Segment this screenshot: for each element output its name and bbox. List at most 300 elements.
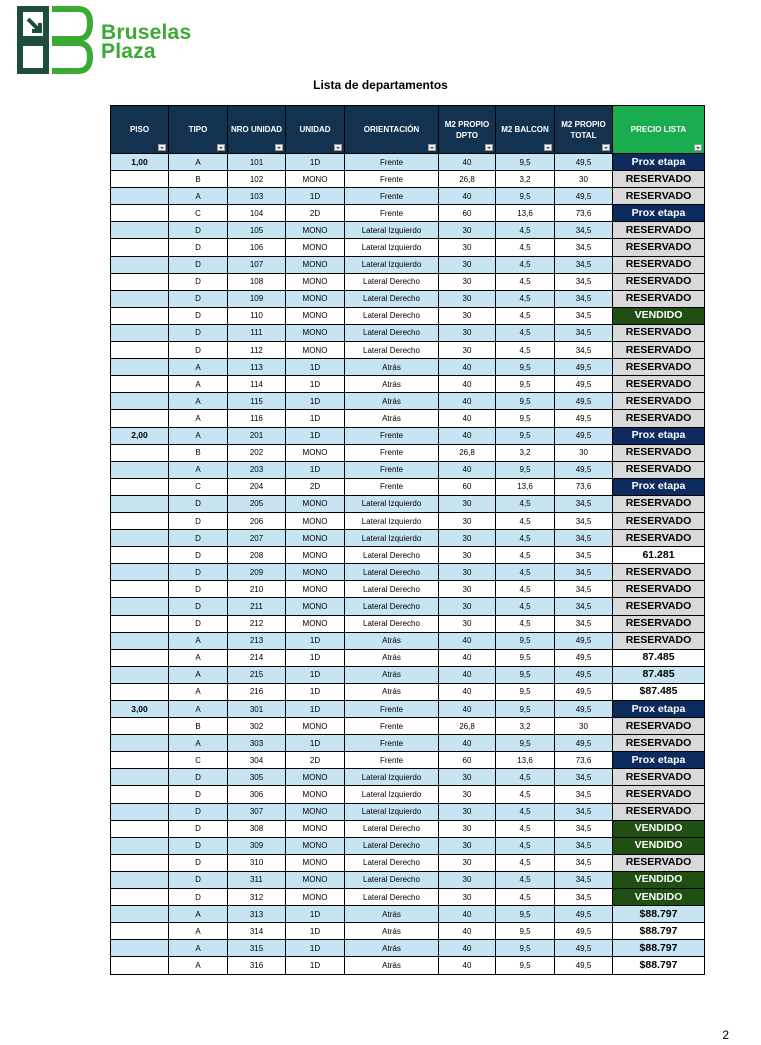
cell-unidad: MONO: [286, 803, 345, 820]
cell-nro-unidad: 305: [228, 769, 286, 786]
cell-tipo: D: [169, 290, 228, 307]
cell-m2-balcon: 4,5: [496, 273, 555, 290]
cell-orientacion: Lateral Derecho: [345, 837, 439, 854]
cell-piso: [111, 649, 169, 666]
cell-m2-balcon: 9,5: [496, 393, 555, 410]
cell-m2-dpto: 30: [439, 581, 496, 598]
table-row: [111, 769, 705, 786]
cell-m2-total: 49,5: [555, 735, 613, 752]
table-row: [111, 290, 705, 307]
cell-nro-unidad: 316: [228, 957, 286, 974]
cell-nro-unidad: 108: [228, 273, 286, 290]
cell-orientacion: Atrás: [345, 940, 439, 957]
cell-nro-unidad: 213: [228, 632, 286, 649]
table-row: [111, 530, 705, 547]
cell-piso: [111, 512, 169, 529]
cell-piso: [111, 359, 169, 376]
cell-orientacion: Lateral Derecho: [345, 273, 439, 290]
cell-m2-total: 34,5: [555, 581, 613, 598]
header-m2-propio-dpto: M2 PROPIO DPTO: [439, 106, 496, 154]
cell-orientacion: Atrás: [345, 359, 439, 376]
cell-tipo: A: [169, 427, 228, 444]
cell-piso: [111, 495, 169, 512]
cell-precio-lista: RESERVADO: [613, 359, 705, 376]
table-row: [111, 222, 705, 239]
cell-unidad: 1D: [286, 923, 345, 940]
table-row: [111, 359, 705, 376]
cell-precio-lista: RESERVADO: [613, 444, 705, 461]
cell-m2-balcon: 9,5: [496, 649, 555, 666]
filter-dropdown-icon[interactable]: [485, 144, 493, 151]
cell-tipo: D: [169, 547, 228, 564]
header-nro-unidad: NRO UNIDAD: [228, 106, 286, 154]
cell-orientacion: Lateral Derecho: [345, 324, 439, 341]
cell-m2-balcon: 4,5: [496, 786, 555, 803]
cell-piso: [111, 666, 169, 683]
cell-piso: [111, 376, 169, 393]
cell-m2-dpto: 60: [439, 205, 496, 222]
table-row: [111, 632, 705, 649]
table-row: [111, 393, 705, 410]
cell-m2-balcon: 9,5: [496, 376, 555, 393]
cell-tipo: B: [169, 718, 228, 735]
table-row: [111, 410, 705, 427]
cell-nro-unidad: 106: [228, 239, 286, 256]
cell-m2-balcon: 9,5: [496, 906, 555, 923]
cell-nro-unidad: 310: [228, 854, 286, 871]
cell-orientacion: Lateral Derecho: [345, 307, 439, 324]
cell-m2-dpto: 30: [439, 769, 496, 786]
cell-unidad: 1D: [286, 940, 345, 957]
cell-nro-unidad: 209: [228, 564, 286, 581]
cell-piso: [111, 188, 169, 205]
cell-orientacion: Lateral Derecho: [345, 547, 439, 564]
cell-tipo: C: [169, 205, 228, 222]
cell-m2-dpto: 40: [439, 957, 496, 974]
cell-unidad: MONO: [286, 512, 345, 529]
cell-nro-unidad: 306: [228, 786, 286, 803]
cell-nro-unidad: 205: [228, 495, 286, 512]
cell-tipo: D: [169, 239, 228, 256]
cell-precio-lista: $88.797: [613, 957, 705, 974]
cell-orientacion: Atrás: [345, 666, 439, 683]
cell-orientacion: Lateral Derecho: [345, 889, 439, 906]
cell-tipo: A: [169, 393, 228, 410]
header-precio-lista: PRECIO LISTA: [613, 106, 705, 154]
cell-tipo: B: [169, 444, 228, 461]
cell-precio-lista: VENDIDO: [613, 837, 705, 854]
cell-tipo: D: [169, 273, 228, 290]
cell-m2-total: 34,5: [555, 273, 613, 290]
cell-m2-balcon: 9,5: [496, 154, 555, 171]
bruselas-plaza-logo: [16, 5, 216, 75]
cell-m2-balcon: 9,5: [496, 632, 555, 649]
cell-tipo: A: [169, 188, 228, 205]
cell-nro-unidad: 216: [228, 683, 286, 700]
cell-m2-balcon: 4,5: [496, 222, 555, 239]
cell-precio-lista: RESERVADO: [613, 324, 705, 341]
cell-piso: [111, 547, 169, 564]
cell-nro-unidad: 105: [228, 222, 286, 239]
cell-m2-total: 34,5: [555, 820, 613, 837]
cell-nro-unidad: 207: [228, 530, 286, 547]
cell-m2-balcon: 4,5: [496, 581, 555, 598]
cell-nro-unidad: 211: [228, 598, 286, 615]
cell-precio-lista: $88.797: [613, 940, 705, 957]
cell-m2-total: 49,5: [555, 376, 613, 393]
cell-m2-dpto: 30: [439, 854, 496, 871]
cell-orientacion: Lateral Derecho: [345, 342, 439, 359]
cell-tipo: D: [169, 581, 228, 598]
cell-nro-unidad: 309: [228, 837, 286, 854]
cell-m2-dpto: 30: [439, 837, 496, 854]
cell-m2-balcon: 9,5: [496, 923, 555, 940]
table-row: [111, 649, 705, 666]
table-row: [111, 854, 705, 871]
filter-dropdown-icon[interactable]: [544, 144, 552, 151]
cell-tipo: D: [169, 256, 228, 273]
cell-orientacion: Frente: [345, 444, 439, 461]
table-row: [111, 512, 705, 529]
table-row: [111, 154, 705, 171]
cell-m2-dpto: 26,8: [439, 718, 496, 735]
cell-m2-total: 34,5: [555, 495, 613, 512]
cell-unidad: MONO: [286, 615, 345, 632]
table-row: [111, 837, 705, 854]
table-row: [111, 906, 705, 923]
cell-m2-balcon: 4,5: [496, 889, 555, 906]
cell-orientacion: Frente: [345, 718, 439, 735]
cell-m2-dpto: 30: [439, 530, 496, 547]
cell-piso: [111, 564, 169, 581]
table-row: [111, 940, 705, 957]
cell-precio-lista: RESERVADO: [613, 171, 705, 188]
table-row: [111, 376, 705, 393]
cell-tipo: B: [169, 171, 228, 188]
cell-piso: 3,00: [111, 701, 169, 718]
cell-piso: [111, 290, 169, 307]
cell-m2-dpto: 30: [439, 273, 496, 290]
cell-m2-balcon: 4,5: [496, 495, 555, 512]
cell-m2-dpto: 30: [439, 342, 496, 359]
cell-precio-lista: RESERVADO: [613, 615, 705, 632]
cell-orientacion: Lateral Izquierdo: [345, 530, 439, 547]
cell-orientacion: Frente: [345, 735, 439, 752]
table-row: [111, 171, 705, 188]
cell-precio-lista: RESERVADO: [613, 854, 705, 871]
cell-m2-total: 34,5: [555, 324, 613, 341]
cell-m2-dpto: 40: [439, 940, 496, 957]
cell-m2-dpto: 40: [439, 683, 496, 700]
filter-dropdown-icon[interactable]: [217, 144, 225, 151]
cell-m2-balcon: 9,5: [496, 683, 555, 700]
cell-m2-dpto: 30: [439, 256, 496, 273]
cell-m2-total: 49,5: [555, 923, 613, 940]
cell-m2-dpto: 40: [439, 649, 496, 666]
table-row: [111, 188, 705, 205]
cell-tipo: A: [169, 923, 228, 940]
cell-m2-total: 34,5: [555, 837, 613, 854]
cell-m2-dpto: 40: [439, 735, 496, 752]
cell-m2-dpto: 30: [439, 239, 496, 256]
cell-m2-dpto: 26,8: [439, 444, 496, 461]
brand-name: [101, 23, 191, 61]
cell-piso: [111, 906, 169, 923]
cell-m2-balcon: 13,6: [496, 752, 555, 769]
cell-precio-lista: VENDIDO: [613, 889, 705, 906]
filter-dropdown-icon[interactable]: [602, 144, 610, 151]
cell-tipo: D: [169, 530, 228, 547]
cell-nro-unidad: 206: [228, 512, 286, 529]
document-title: Lista de departamentos: [313, 78, 448, 92]
cell-nro-unidad: 314: [228, 923, 286, 940]
table-row: [111, 718, 705, 735]
cell-tipo: A: [169, 940, 228, 957]
header-unidad: UNIDAD: [286, 106, 345, 154]
cell-precio-lista: RESERVADO: [613, 222, 705, 239]
cell-orientacion: Atrás: [345, 632, 439, 649]
cell-nro-unidad: 110: [228, 307, 286, 324]
cell-tipo: A: [169, 461, 228, 478]
cell-nro-unidad: 210: [228, 581, 286, 598]
cell-orientacion: Lateral Derecho: [345, 854, 439, 871]
cell-nro-unidad: 203: [228, 461, 286, 478]
filter-dropdown-icon[interactable]: [275, 144, 283, 151]
cell-piso: [111, 581, 169, 598]
header-m2-balcon: M2 BALCON: [496, 106, 555, 154]
cell-precio-lista: RESERVADO: [613, 530, 705, 547]
cell-piso: [111, 871, 169, 888]
cell-precio-lista: RESERVADO: [613, 273, 705, 290]
cell-m2-dpto: 30: [439, 222, 496, 239]
filter-dropdown-icon[interactable]: [694, 144, 702, 151]
cell-piso: [111, 239, 169, 256]
cell-nro-unidad: 313: [228, 906, 286, 923]
table-row: [111, 444, 705, 461]
cell-piso: [111, 769, 169, 786]
cell-m2-balcon: 4,5: [496, 564, 555, 581]
cell-precio-lista: VENDIDO: [613, 820, 705, 837]
cell-m2-balcon: 4,5: [496, 615, 555, 632]
cell-unidad: 1D: [286, 701, 345, 718]
header-m2-propio-total: M2 PROPIO TOTAL: [555, 106, 613, 154]
cell-tipo: A: [169, 632, 228, 649]
cell-unidad: MONO: [286, 889, 345, 906]
cell-unidad: MONO: [286, 307, 345, 324]
cell-tipo: D: [169, 615, 228, 632]
cell-m2-dpto: 40: [439, 393, 496, 410]
cell-unidad: 1D: [286, 461, 345, 478]
cell-m2-total: 49,5: [555, 906, 613, 923]
cell-nro-unidad: 311: [228, 871, 286, 888]
cell-nro-unidad: 113: [228, 359, 286, 376]
cell-unidad: MONO: [286, 495, 345, 512]
cell-tipo: D: [169, 837, 228, 854]
cell-piso: [111, 803, 169, 820]
cell-precio-lista: RESERVADO: [613, 581, 705, 598]
cell-nro-unidad: 114: [228, 376, 286, 393]
cell-piso: [111, 256, 169, 273]
cell-tipo: A: [169, 906, 228, 923]
cell-m2-dpto: 30: [439, 889, 496, 906]
cell-m2-balcon: 9,5: [496, 410, 555, 427]
cell-orientacion: Lateral Derecho: [345, 290, 439, 307]
cell-m2-balcon: 9,5: [496, 940, 555, 957]
cell-nro-unidad: 312: [228, 889, 286, 906]
cell-nro-unidad: 112: [228, 342, 286, 359]
cell-piso: [111, 683, 169, 700]
cell-tipo: A: [169, 701, 228, 718]
cell-piso: [111, 752, 169, 769]
cell-unidad: 1D: [286, 632, 345, 649]
cell-nro-unidad: 201: [228, 427, 286, 444]
cell-nro-unidad: 115: [228, 393, 286, 410]
cell-m2-balcon: 4,5: [496, 803, 555, 820]
cell-m2-dpto: 30: [439, 615, 496, 632]
cell-m2-dpto: 30: [439, 598, 496, 615]
cell-unidad: MONO: [286, 871, 345, 888]
cell-nro-unidad: 104: [228, 205, 286, 222]
cell-unidad: MONO: [286, 324, 345, 341]
cell-m2-total: 49,5: [555, 188, 613, 205]
cell-m2-total: 73,6: [555, 752, 613, 769]
cell-m2-dpto: 30: [439, 307, 496, 324]
filter-dropdown-icon[interactable]: [158, 144, 166, 151]
cell-m2-total: 73,6: [555, 478, 613, 495]
table-row: [111, 342, 705, 359]
cell-unidad: MONO: [286, 547, 345, 564]
cell-m2-balcon: 9,5: [496, 188, 555, 205]
cell-m2-balcon: 9,5: [496, 957, 555, 974]
table-row: [111, 786, 705, 803]
cell-precio-lista: RESERVADO: [613, 290, 705, 307]
cell-precio-lista: RESERVADO: [613, 188, 705, 205]
cell-tipo: D: [169, 222, 228, 239]
table-row: [111, 205, 705, 222]
cell-piso: [111, 957, 169, 974]
cell-m2-balcon: 4,5: [496, 769, 555, 786]
cell-unidad: 1D: [286, 359, 345, 376]
header-tipo: TIPO: [169, 106, 228, 154]
cell-unidad: MONO: [286, 444, 345, 461]
table-row: [111, 581, 705, 598]
cell-m2-balcon: 4,5: [496, 324, 555, 341]
table-row: [111, 735, 705, 752]
cell-piso: [111, 307, 169, 324]
cell-piso: [111, 324, 169, 341]
cell-unidad: MONO: [286, 273, 345, 290]
cell-tipo: D: [169, 820, 228, 837]
cell-m2-dpto: 40: [439, 154, 496, 171]
cell-m2-total: 34,5: [555, 530, 613, 547]
cell-precio-lista: RESERVADO: [613, 342, 705, 359]
cell-precio-lista: RESERVADO: [613, 410, 705, 427]
table-row: [111, 307, 705, 324]
cell-orientacion: Lateral Derecho: [345, 581, 439, 598]
cell-unidad: MONO: [286, 769, 345, 786]
page-number: 2: [722, 1028, 729, 1042]
cell-m2-total: 49,5: [555, 632, 613, 649]
cell-unidad: MONO: [286, 530, 345, 547]
cell-m2-balcon: 3,2: [496, 444, 555, 461]
cell-unidad: MONO: [286, 290, 345, 307]
cell-m2-dpto: 40: [439, 906, 496, 923]
cell-m2-total: 49,5: [555, 666, 613, 683]
cell-orientacion: Lateral Izquierdo: [345, 495, 439, 512]
table-row: [111, 461, 705, 478]
cell-unidad: 1D: [286, 427, 345, 444]
cell-piso: [111, 786, 169, 803]
cell-piso: [111, 615, 169, 632]
cell-nro-unidad: 208: [228, 547, 286, 564]
cell-nro-unidad: 107: [228, 256, 286, 273]
cell-piso: [111, 718, 169, 735]
cell-m2-balcon: 13,6: [496, 205, 555, 222]
cell-piso: [111, 889, 169, 906]
cell-orientacion: Frente: [345, 427, 439, 444]
cell-unidad: 1D: [286, 188, 345, 205]
cell-orientacion: Lateral Izquierdo: [345, 256, 439, 273]
cell-m2-dpto: 40: [439, 632, 496, 649]
cell-precio-lista: $88.797: [613, 923, 705, 940]
cell-piso: [111, 171, 169, 188]
cell-m2-total: 49,5: [555, 410, 613, 427]
cell-nro-unidad: 304: [228, 752, 286, 769]
cell-tipo: C: [169, 752, 228, 769]
cell-orientacion: Lateral Izquierdo: [345, 222, 439, 239]
cell-tipo: D: [169, 342, 228, 359]
table-row: [111, 495, 705, 512]
cell-m2-total: 34,5: [555, 786, 613, 803]
table-row: [111, 239, 705, 256]
cell-tipo: A: [169, 957, 228, 974]
table-row: [111, 752, 705, 769]
cell-m2-balcon: 4,5: [496, 239, 555, 256]
cell-m2-total: 49,5: [555, 683, 613, 700]
cell-nro-unidad: 103: [228, 188, 286, 205]
cell-m2-balcon: 9,5: [496, 461, 555, 478]
filter-dropdown-icon[interactable]: [428, 144, 436, 151]
table-row: [111, 256, 705, 273]
cell-orientacion: Lateral Derecho: [345, 871, 439, 888]
cell-m2-balcon: 13,6: [496, 478, 555, 495]
cell-unidad: 2D: [286, 478, 345, 495]
brand-line-1: Bruselas: [101, 21, 192, 44]
cell-piso: [111, 598, 169, 615]
cell-unidad: 1D: [286, 906, 345, 923]
filter-dropdown-icon[interactable]: [334, 144, 342, 151]
cell-unidad: MONO: [286, 256, 345, 273]
cell-orientacion: Atrás: [345, 683, 439, 700]
cell-orientacion: Atrás: [345, 410, 439, 427]
cell-m2-dpto: 40: [439, 923, 496, 940]
cell-piso: [111, 530, 169, 547]
cell-orientacion: Lateral Izquierdo: [345, 769, 439, 786]
cell-orientacion: Atrás: [345, 649, 439, 666]
cell-tipo: C: [169, 478, 228, 495]
cell-m2-balcon: 4,5: [496, 342, 555, 359]
cell-precio-lista: RESERVADO: [613, 256, 705, 273]
cell-nro-unidad: 212: [228, 615, 286, 632]
cell-tipo: A: [169, 376, 228, 393]
cell-nro-unidad: 111: [228, 324, 286, 341]
cell-precio-lista: Prox etapa: [613, 701, 705, 718]
cell-m2-dpto: 40: [439, 461, 496, 478]
cell-m2-total: 34,5: [555, 615, 613, 632]
cell-m2-total: 34,5: [555, 564, 613, 581]
cell-orientacion: Lateral Izquierdo: [345, 512, 439, 529]
cell-precio-lista: RESERVADO: [613, 461, 705, 478]
